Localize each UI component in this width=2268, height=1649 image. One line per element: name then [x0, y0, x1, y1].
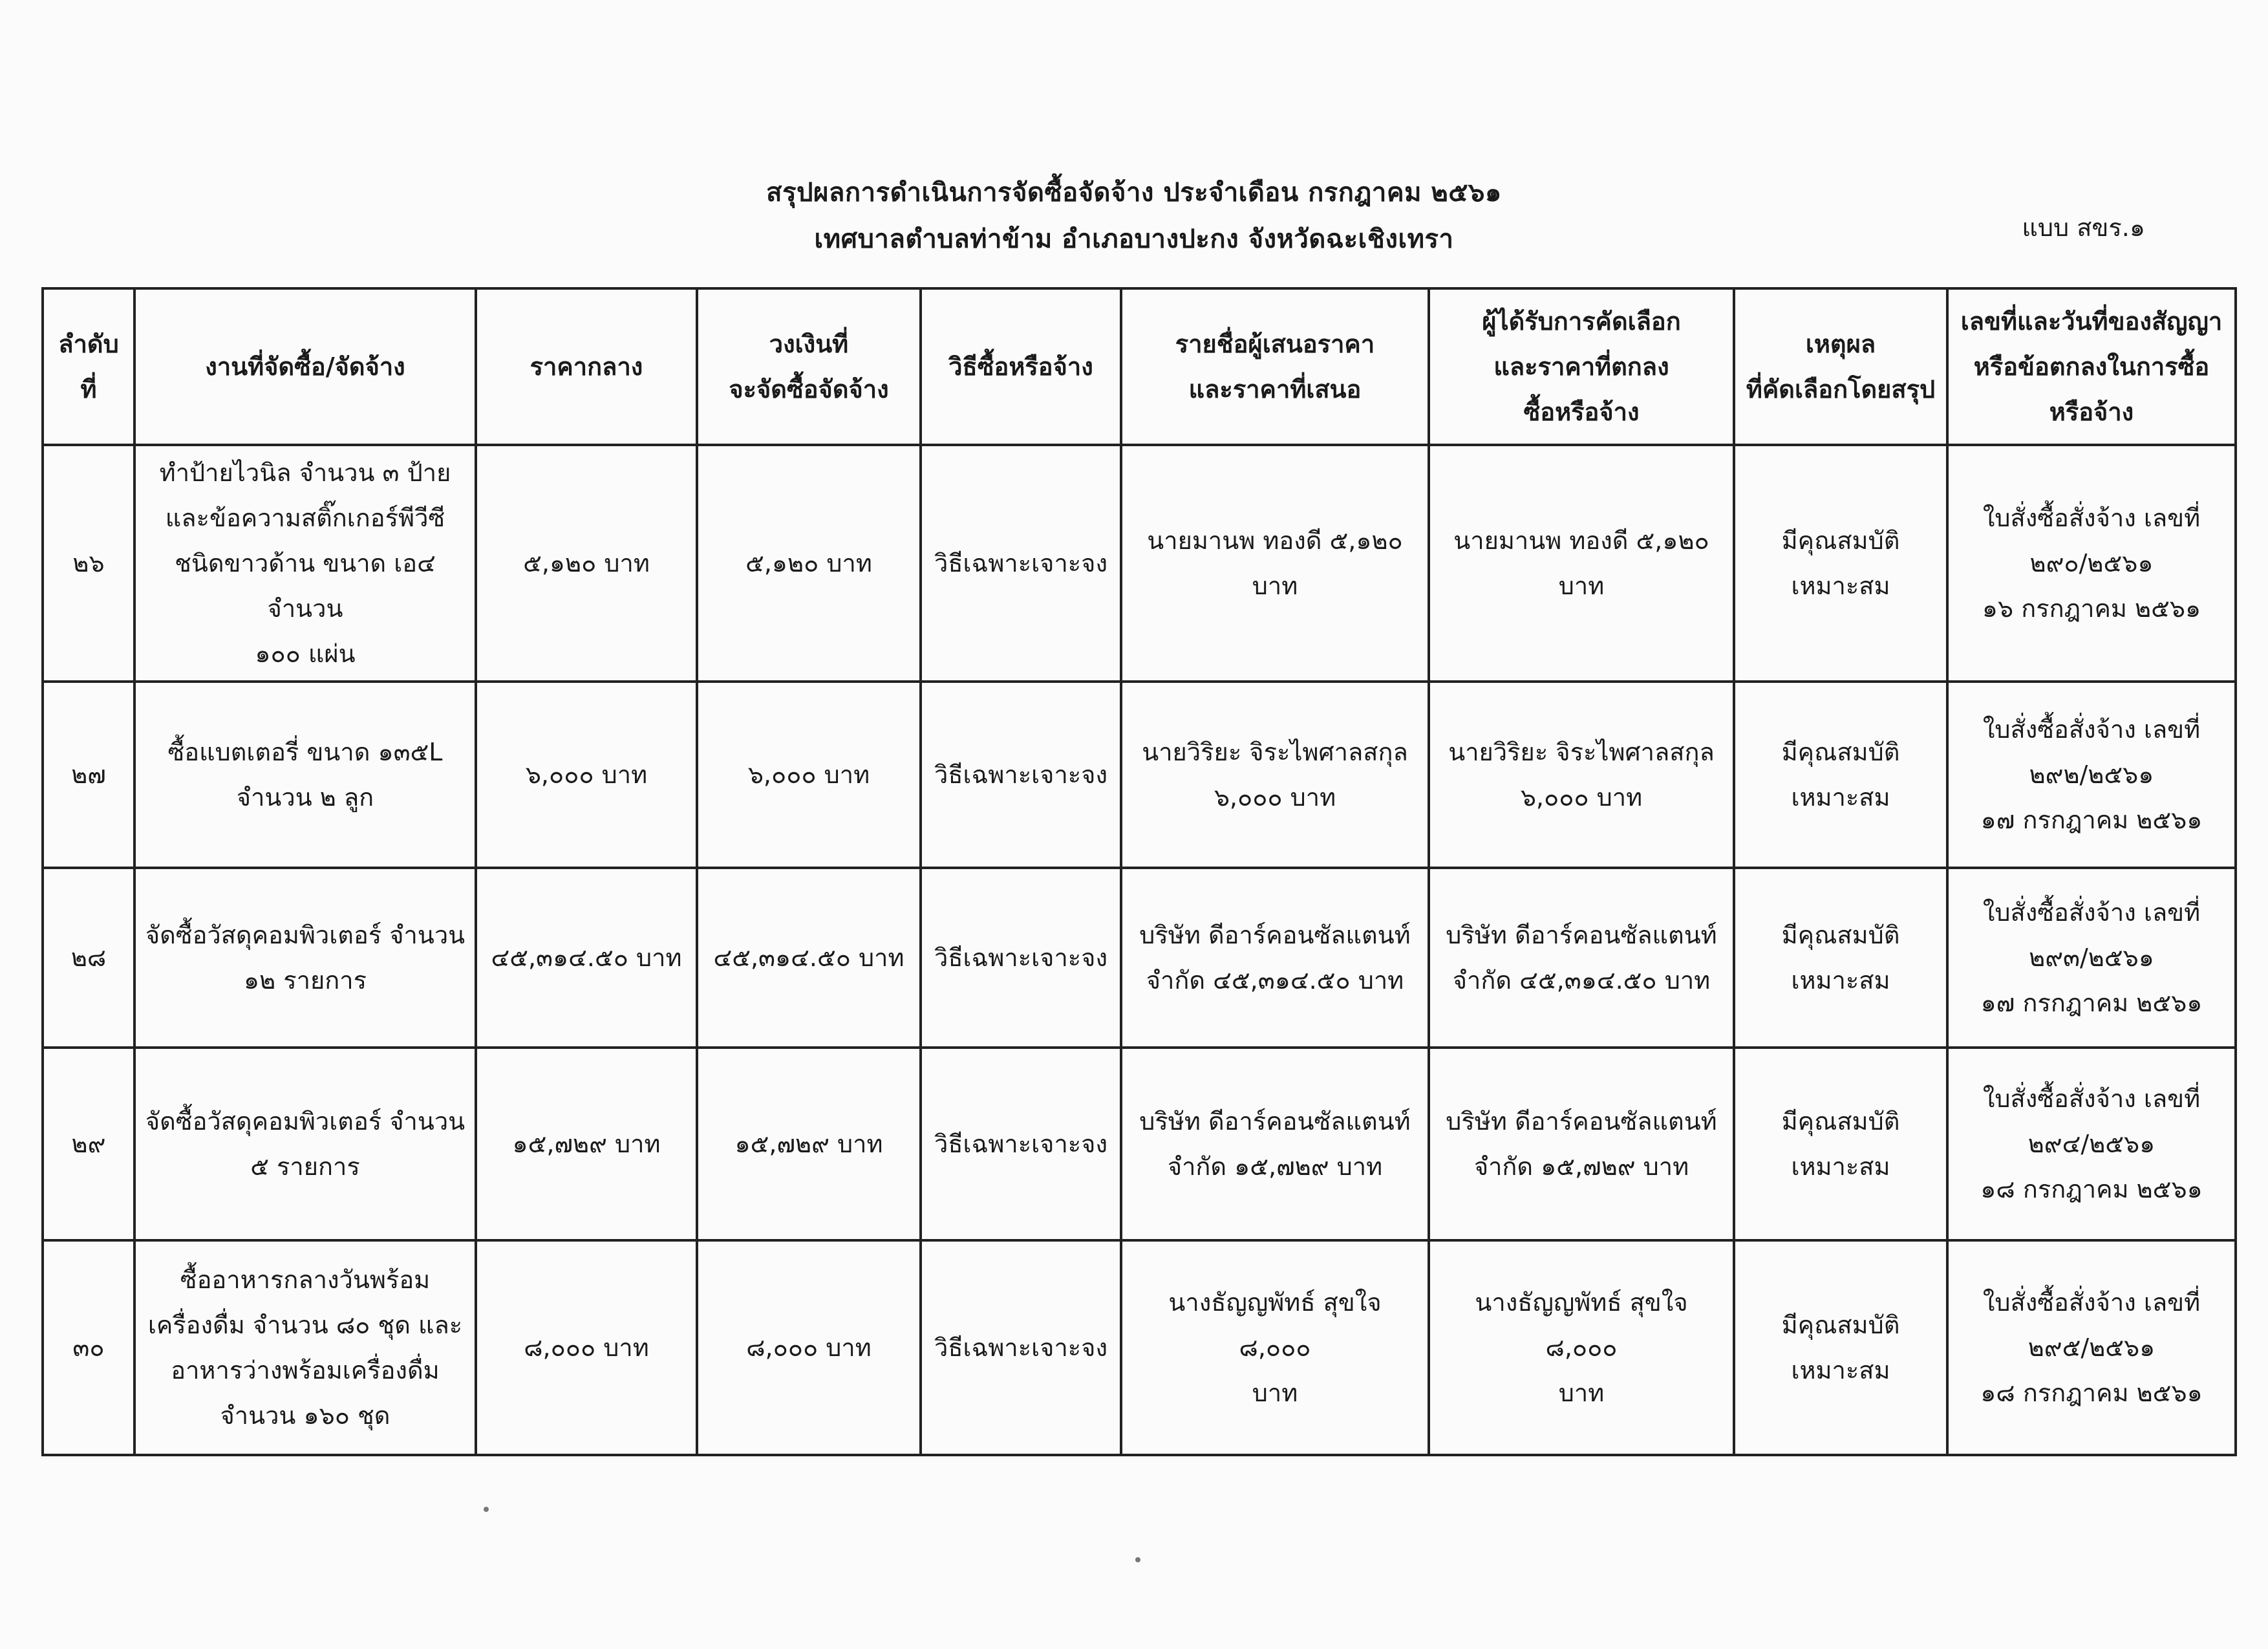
cell-reason: มีคุณสมบัติ เหมาะสม [1734, 445, 1947, 682]
table-row [43, 1048, 2236, 1240]
cell-selected: นายมานพ ทองดี ๕,๑๒๐ บาท [1429, 445, 1734, 682]
cell-contract: ใบสั่งซื้อสั่งจ้าง เลขที่ ๒๙๕/๒๕๖๑ ๑๘ กรกฎาคม ๒๕๖๑ [1947, 1240, 2236, 1455]
title-block [0, 169, 2268, 263]
cell-contract: ใบสั่งซื้อสั่งจ้าง เลขที่ ๒๙๐/๒๕๖๑ ๑๖ กรกฎาคม ๒๕๖๑ [1947, 445, 2236, 682]
cell-budget: ๕,๑๒๐ บาท [697, 445, 921, 682]
cell-bidders: บริษัท ดีอาร์คอนซัลแตนท์ จำกัด ๔๕,๓๑๔.๕๐ บาท [1121, 868, 1429, 1048]
cell-no: ๒๗ [43, 682, 134, 868]
cell-median-price: ๖,๐๐๐ บาท [476, 682, 697, 868]
cell-reason: มีคุณสมบัติ เหมาะสม [1734, 1048, 1947, 1240]
organization-name: เทศบาลตำบลท่าข้าม อำเภอบางปะกง จังหวัดฉะเชิงเทรา [814, 224, 1454, 254]
table-row [43, 682, 2236, 868]
cell-bidders: นายวิริยะ จิระไพศาลสกุล ๖,๐๐๐ บาท [1121, 682, 1429, 868]
cell-reason: มีคุณสมบัติ เหมาะสม [1734, 868, 1947, 1048]
cell-method: วิธีเฉพาะเจาะจง [921, 1240, 1121, 1455]
cell-contract: ใบสั่งซื้อสั่งจ้าง เลขที่ ๒๙๒/๒๕๖๑ ๑๗ กรกฎาคม ๒๕๖๑ [1947, 682, 2236, 868]
cell-budget: ๖,๐๐๐ บาท [697, 682, 921, 868]
cell-contract: ใบสั่งซื้อสั่งจ้าง เลขที่ ๒๙๓/๒๕๖๑ ๑๗ กรกฎาคม ๒๕๖๑ [1947, 868, 2236, 1048]
col-header-method: วิธีซื้อหรือจ้าง [921, 288, 1121, 445]
col-header-median-price: ราคากลาง [476, 288, 697, 445]
cell-method: วิธีเฉพาะเจาะจง [921, 868, 1121, 1048]
cell-no: ๒๙ [43, 1048, 134, 1240]
cell-item: จัดซื้อวัสดุคอมพิวเตอร์ จำนวน ๑๒ รายการ [134, 868, 476, 1048]
col-header-reason: เหตุผล ที่คัดเลือกโดยสรุป [1734, 288, 1947, 445]
cell-median-price: ๔๕,๓๑๔.๕๐ บาท [476, 868, 697, 1048]
document-title: สรุปผลการดำเนินการจัดซื้อจัดจ้าง ประจำเดือน กรกฎาคม ๒๕๖๑ [766, 178, 1502, 208]
cell-bidders: นางธัญญพัทธ์ สุขใจ ๘,๐๐๐ บาท [1121, 1240, 1429, 1455]
cell-bidders: บริษัท ดีอาร์คอนซัลแตนท์ จำกัด ๑๕,๗๒๙ บาท [1121, 1048, 1429, 1240]
cell-no: ๒๘ [43, 868, 134, 1048]
cell-method: วิธีเฉพาะเจาะจง [921, 1048, 1121, 1240]
cell-median-price: ๕,๑๒๐ บาท [476, 445, 697, 682]
table-row [43, 1240, 2236, 1455]
cell-item: จัดซื้อวัสดุคอมพิวเตอร์ จำนวน ๕ รายการ [134, 1048, 476, 1240]
cell-selected: นางธัญญพัทธ์ สุขใจ ๘,๐๐๐ บาท [1429, 1240, 1734, 1455]
cell-reason: มีคุณสมบัติ เหมาะสม [1734, 682, 1947, 868]
cell-selected: นายวิริยะ จิระไพศาลสกุล ๖,๐๐๐ บาท [1429, 682, 1734, 868]
cell-method: วิธีเฉพาะเจาะจง [921, 682, 1121, 868]
col-header-selected: ผู้ได้รับการคัดเลือก และราคาที่ตกลง ซื้อหรือจ้าง [1429, 288, 1734, 445]
cell-median-price: ๘,๐๐๐ บาท [476, 1240, 697, 1455]
cell-contract: ใบสั่งซื้อสั่งจ้าง เลขที่ ๒๙๔/๒๕๖๑ ๑๘ กรกฎาคม ๒๕๖๑ [1947, 1048, 2236, 1240]
col-header-no: ลำดับที่ [43, 288, 134, 445]
cell-median-price: ๑๕,๗๒๙ บาท [476, 1048, 697, 1240]
cell-item: ทำป้ายไวนิล จำนวน ๓ ป้าย และข้อความสติ๊กเกอร์พีวีซี ชนิดขาวด้าน ขนาด เอ๔ จำนวน ๑๐๐ แผ่น [134, 445, 476, 682]
table-row [43, 868, 2236, 1048]
cell-budget: ๔๕,๓๑๔.๕๐ บาท [697, 868, 921, 1048]
col-header-budget: วงเงินที่ จะจัดซื้อจัดจ้าง [697, 288, 921, 445]
cell-item: ซื้ออาหารกลางวันพร้อม เครื่องดื่ม จำนวน ๘๐ ชุด และ อาหารว่างพร้อมเครื่องดื่ม จำนวน ๑๖๐ ชุด [134, 1240, 476, 1455]
cell-selected: บริษัท ดีอาร์คอนซัลแตนท์ จำกัด ๑๕,๗๒๙ บาท [1429, 1048, 1734, 1240]
form-code: แบบ สขร.๑ [2022, 213, 2145, 242]
cell-reason: มีคุณสมบัติ เหมาะสม [1734, 1240, 1947, 1455]
cell-selected: บริษัท ดีอาร์คอนซัลแตนท์ จำกัด ๔๕,๓๑๔.๕๐ บาท [1429, 868, 1734, 1048]
cell-no: ๓๐ [43, 1240, 134, 1455]
col-header-item: งานที่จัดซื้อ/จัดจ้าง [134, 288, 476, 445]
table-header-row [43, 288, 2236, 445]
scan-speck [1135, 1557, 1140, 1562]
scan-speck [484, 1507, 489, 1512]
procurement-table [41, 287, 2237, 1456]
cell-budget: ๑๕,๗๒๙ บาท [697, 1048, 921, 1240]
cell-item: ซื้อแบตเตอรี่ ขนาด ๑๓๕L จำนวน ๒ ลูก [134, 682, 476, 868]
cell-budget: ๘,๐๐๐ บาท [697, 1240, 921, 1455]
col-header-bidders: รายชื่อผู้เสนอราคา และราคาที่เสนอ [1121, 288, 1429, 445]
cell-bidders: นายมานพ ทองดี ๕,๑๒๐ บาท [1121, 445, 1429, 682]
col-header-contract: เลขที่และวันที่ของสัญญา หรือข้อตกลงในการซื้อ หรือจ้าง [1947, 288, 2236, 445]
cell-method: วิธีเฉพาะเจาะจง [921, 445, 1121, 682]
cell-no: ๒๖ [43, 445, 134, 682]
table-row [43, 445, 2236, 682]
